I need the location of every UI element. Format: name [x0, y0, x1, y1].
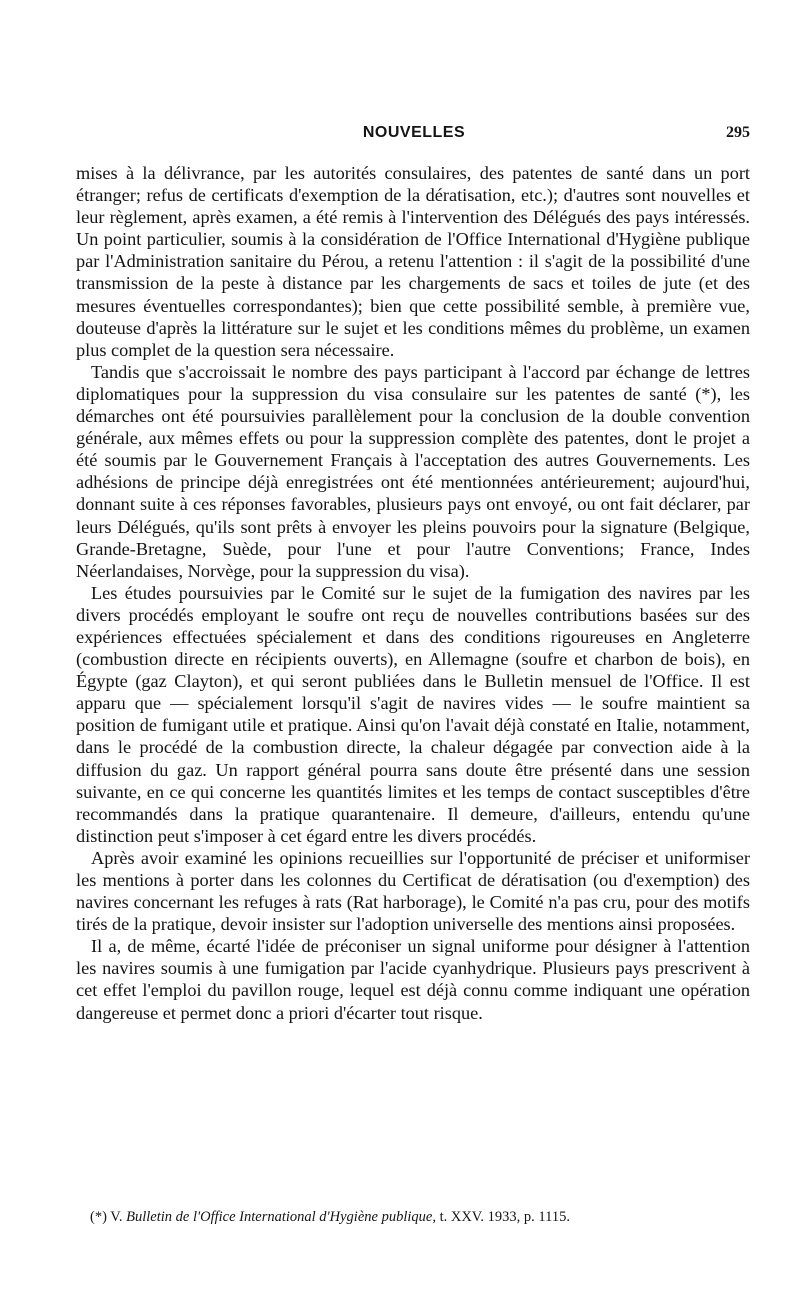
page-header	[78, 124, 750, 148]
paragraph: Il a, de même, écarté l'idée de préconiser un signal uniforme pour désigner à l'attention les navires soumis à une fumigation par l'acide cyanhydrique. Plusieurs pays prescrivent à cet effet l'emploi du pavillon rouge, lequel est déjà connu comme indiquant une opération dangereuse et permet donc a priori d'écarter tout risque.	[76, 936, 750, 1023]
body-text	[76, 162, 750, 1024]
page-number: 295	[726, 124, 750, 141]
footnote-marker: (*) V.	[90, 1209, 123, 1225]
paragraph: Tandis que s'accroissait le nombre des pays participant à l'accord par échange de lettres diplomatiques pour la suppression du visa consulaire sur les patentes de santé (*), les démarches ont été poursuivies parallèlement pour la conclusion de la double convention générale, aux mêmes effets ou pour la suppression complète des patentes, dont le projet a été soumis par le Gouvernement Français à l'acceptation des autres Gouvernements. Les adhésions de principe déjà enregistrées ont été mentionnées antérieurement; aujourd'hui, donnant suite à ces réponses favorables, plusieurs pays ont envoyé, ou ont fait déclarer, par leurs Délégués, qu'ils sont prêts à envoyer les pleins pouvoirs pour la signature (Belgique, Grande-Bretagne, Suède, pour l'une et pour l'autre Conventions; France, Indes Néerlandaises, Norvège, pour la suppression du visa).	[76, 361, 750, 581]
footnote-reference: t. XXV. 1933, p. 1115.	[439, 1209, 570, 1225]
footnote-source: Bulletin de l'Office International d'Hygiène publique,	[126, 1209, 436, 1225]
footnote	[90, 1208, 750, 1226]
paragraph: Les études poursuivies par le Comité sur le sujet de la fumigation des navires par les divers procédés employant le soufre ont reçu de nouvelles contributions basées sur des expériences effectuées spécialement et dans des conditions rigoureuses en Angleterre (combustion directe en récipients ouverts), en Allemagne (soufre et charbon de bois), en Égypte (gaz Clayton), et qui seront publiées dans le Bulletin mensuel de l'Office. Il est apparu que — spécialement lorsqu'il s'agit de navires vides — le soufre maintient sa position de fumigant utile et pratique. Ainsi qu'on l'avait déjà constaté en Italie, notamment, dans le procédé de la combustion directe, la chaleur dégagée par convection aide à la diffusion du gaz. Un rapport général pourra sans doute être présenté dans une session suivante, en ce qui concerne les quantités limites et les temps de contact susceptibles d'être recommandés dans la pratique quarantenaire. Il demeure, d'ailleurs, entendu qu'une distinction peut s'imposer à cet égard entre les divers procédés.	[76, 582, 750, 846]
paragraph: mises à la délivrance, par les autorités consulaires, des patentes de santé dans un port étranger; refus de certificats d'exemption de la dératisation, etc.); d'autres sont nouvelles et leur règlement, après examen, a été remis à l'intervention des Délégués des pays intéressés. Un point particulier, soumis à la considération de l'Office International d'Hygiène publique par l'Administration sanitaire du Pérou, a retenu l'attention : il s'agit de la possibilité d'une transmission de la peste à distance par les chargements de sacs et toiles de jute (et des mesures éventuelles correspondantes); bien que cette possibilité semble, à première vue, douteuse d'après la littérature sur le sujet et les conditions mêmes du problème, un examen plus complet de la question sera nécessaire.	[76, 163, 750, 360]
running-title: NOUVELLES	[362, 124, 466, 141]
paragraph: Après avoir examiné les opinions recueillies sur l'opportunité de préciser et uniformiser les mentions à porter dans les colonnes du Certificat de dératisation (ou d'exemption) des navires concernant les refuges à rats (Rat harborage), le Comité n'a pas cru, pour des motifs tirés de la pratique, devoir insister sur l'adoption universelle des mentions ainsi proposées.	[76, 847, 750, 935]
